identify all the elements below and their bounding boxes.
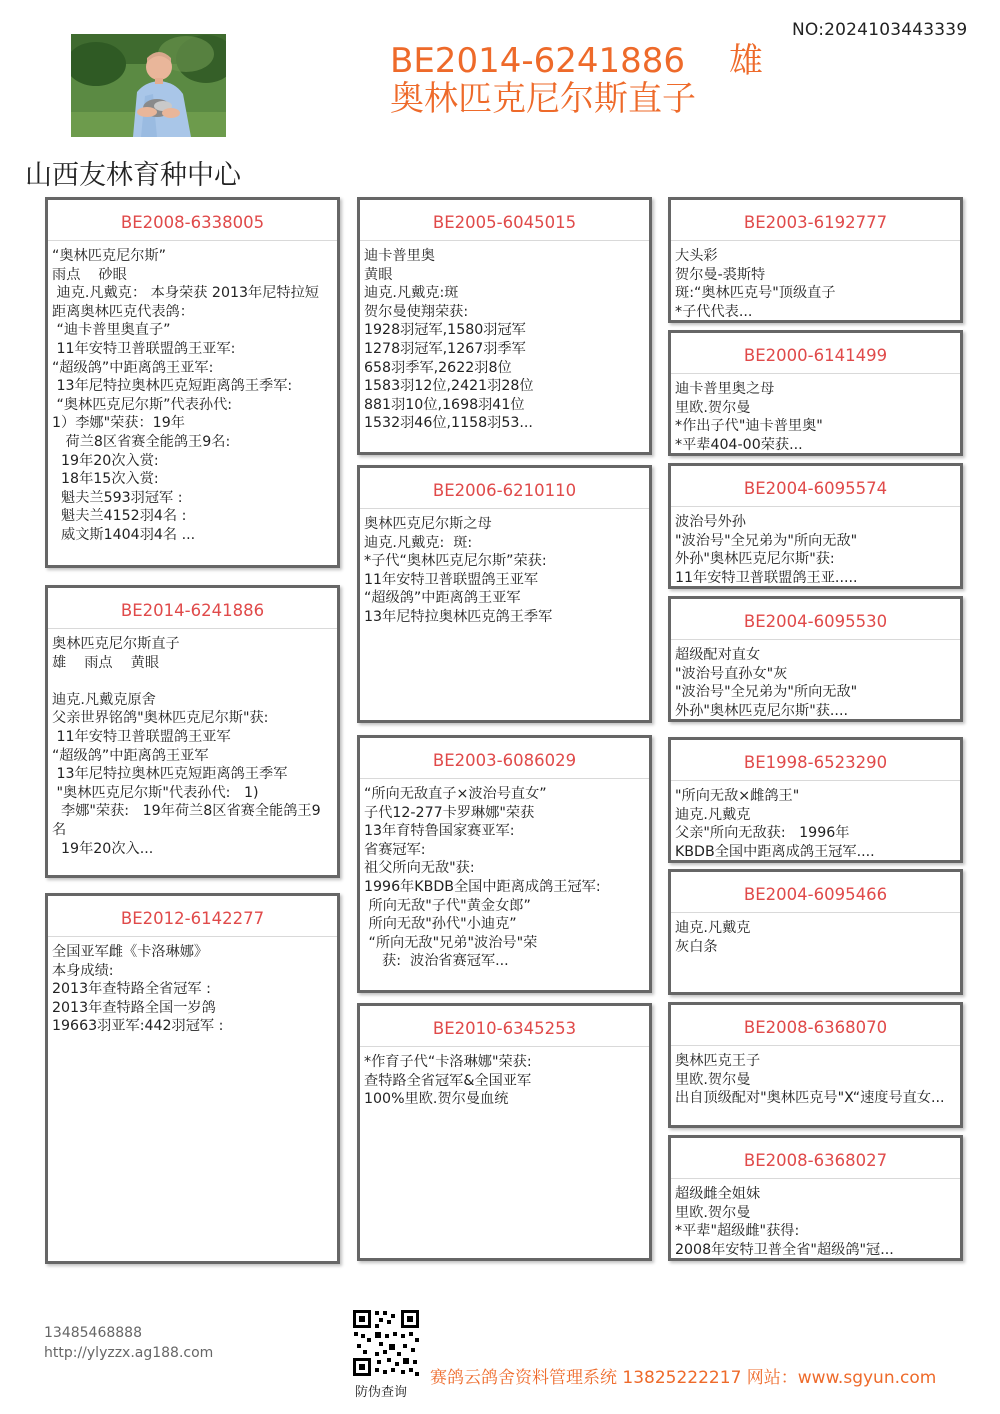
pigeon-title <box>390 42 763 118</box>
card-dsd[interactable] <box>668 869 963 995</box>
card-description: 波治号外孙 "波治号"全兄弟为"所向无敌" 外孙"奥林匹克尼尔斯"获: 11年安特卫普联盟鸽王亚..... <box>675 514 858 586</box>
card-description: 迪克.凡戴克 灰白条 <box>675 920 751 955</box>
card-description: “奥林匹克尼尔斯” 雨点 砂眼 迪克.凡戴克： 本身荣获 2013年尼特拉短距离奥林匹克代表鸽： “迪卡普里奥直子” 11年安特卫普联盟鸽王亚军: “超级鸽”中距离鸽王亚军: 13年尼特拉奥林匹克短距离鸽王季军: “奥林匹克尼尔斯”代表孙代: 1）李娜"荣获：19年 荷兰8区省赛全能鸽王9名: 19年20次入赏: 18年15次入赏: 魁夫兰593羽冠军 : 魁夫兰4152羽4名 : 威文斯1404羽4名 ... <box>52 248 319 543</box>
qr-code-icon[interactable] <box>351 1308 421 1378</box>
document-number: NO:2024103443339 <box>792 20 968 40</box>
card-sire-dam[interactable] <box>357 465 652 723</box>
card-ring-number: BE2005-6045015 <box>360 200 649 241</box>
card-ring-number: BE2012-6142277 <box>48 896 337 937</box>
card-subject[interactable] <box>45 585 340 878</box>
breeder-name: 山西友林育种中心 <box>25 160 241 191</box>
card-ring-number: BE2004-6095574 <box>671 466 960 507</box>
footer-system-info: 赛鸽云鸽舍资料管理系统 13825222217 网站：www.sgyun.com <box>430 1368 937 1388</box>
card-dam-sire[interactable] <box>357 735 652 993</box>
card-sss[interactable] <box>668 197 963 323</box>
card-description: 超级雌全姐妹 里欧.贺尔曼 *平辈"超级雌"获得: 2008年安特卫普全省"超级鸽"冠... <box>675 1186 894 1258</box>
card-ring-number: BE2010-6345253 <box>360 1006 649 1047</box>
card-ring-number: BE2003-6192777 <box>671 200 960 241</box>
card-ring-number: BE1998-6523290 <box>671 740 960 781</box>
card-description: “所向无敌直子×波治号直女” 子代12-277卡罗琳娜"荣获 13年育特鲁国家赛亚军: 省赛冠军: 祖父所向无敌"获: 1996年KBDB全国中距离成鸽王冠军: 所向无敌"子代"黄金女郎” 所向无敌"孙代"小迪克” “所向无敌"兄弟"波治号"荣 获: 波治省赛冠军... <box>364 786 601 970</box>
card-ring-number: BE2004-6095466 <box>671 872 960 913</box>
card-description: 迪卡普里奥 黄眼 迪克.凡戴克:斑 贺尔曼使翔荣获: 1928羽冠军,1580羽冠军 1278羽冠军,1267羽季军 658羽季军,2622羽8位 1583羽12位,2421羽28位 881羽10位,1698羽41位 1532羽46位,1158羽53... <box>364 248 534 432</box>
breeder-photo <box>71 34 226 137</box>
card-sds[interactable] <box>668 463 963 589</box>
footer-phone: 13485468888 <box>44 1325 142 1341</box>
card-ring-number: BE2014-6241886 <box>48 588 337 629</box>
card-sdd[interactable] <box>668 596 963 722</box>
card-ring-number: BE2008-6338005 <box>48 200 337 241</box>
card-description: 迪卡普里奥之母 里欧.贺尔曼 *作出子代"迪卡普里奥" *平辈404-00荣获... <box>675 381 823 453</box>
card-dds[interactable] <box>668 1002 963 1128</box>
title-sex: 雄 <box>729 41 764 81</box>
footer-url[interactable]: http://ylyzzx.ag188.com <box>44 1345 214 1361</box>
card-description: "所向无敌×雌鸽王" 迪克.凡戴克 父亲"所向无敌获: 1996年 KBDB全国中距离成鸽王冠军.... <box>675 788 875 860</box>
card-description: *作育子代“卡洛琳娜"荣获: 查特路全省冠军&全国亚军 100%里欧.贺尔曼血统 <box>364 1054 532 1108</box>
card-sire-sire[interactable] <box>357 197 652 455</box>
card-dam[interactable] <box>45 893 340 1264</box>
card-ring-number: BE2006-6210110 <box>360 468 649 509</box>
card-dam-dam[interactable] <box>357 1003 652 1261</box>
breeder-photo-image <box>71 34 226 137</box>
card-description: 奥林匹克尼尔斯之母 迪克.凡戴克: 斑: *子代“奥林匹克尼尔斯”荣获: 11年安特卫普联盟鸽王亚军 “超级鸽”中距离鸽王亚军 13年尼特拉奥林匹克鸽王季军 <box>364 516 553 625</box>
card-ring-number: BE2008-6368070 <box>671 1005 960 1046</box>
qr-code-label: 防伪查询 <box>355 1385 408 1400</box>
card-ssd[interactable] <box>668 330 963 456</box>
title-pigeon-name: 奥林匹克尼尔斯直子 <box>390 79 696 119</box>
card-sire[interactable] <box>45 197 340 568</box>
card-ring-number: BE2004-6095530 <box>671 599 960 640</box>
card-ring-number: BE2008-6368027 <box>671 1138 960 1179</box>
card-ddd[interactable] <box>668 1135 963 1261</box>
card-description: 奥林匹克尼尔斯直子 雄 雨点 黄眼 迪克.凡戴克原舍 父亲世界铭鸽"奥林匹克尼尔斯"获: 11年安特卫普联盟鸽王亚军 “超级鸽”中距离鸽王亚军 13年尼特拉奥林匹克短距离鸽王季军 "奥林匹克尼尔斯"代表孙代: 1) 李娜"荣获: 19年荷兰8区省赛全能鸽王9名 19年20次入... <box>52 636 321 857</box>
card-description: 全国亚军雌《卡洛琳娜》 本身成绩: 2013年查特路全省冠军 : 2013年查特路全国一岁鸽 19663羽亚军:442羽冠军 : <box>52 944 224 1035</box>
card-dss[interactable] <box>668 737 963 863</box>
card-ring-number: BE2003-6086029 <box>360 738 649 779</box>
card-description: 奥林匹克王子 里欧.贺尔曼 出自顶级配对"奥林匹克号"X“速度号直女... <box>675 1053 945 1107</box>
title-ring-number: BE2014-6241886 <box>390 41 686 81</box>
card-description: 大头彩 贺尔曼-裘斯特 斑:“奥林匹克号"顶级直子 *子代代表... <box>675 248 836 320</box>
card-description: 超级配对直女 "波治号直孙女"灰 "波治号"全兄弟为"所向无敌" 外孙"奥林匹克尼尔斯"获.... <box>675 647 858 719</box>
card-ring-number: BE2000-6141499 <box>671 333 960 374</box>
